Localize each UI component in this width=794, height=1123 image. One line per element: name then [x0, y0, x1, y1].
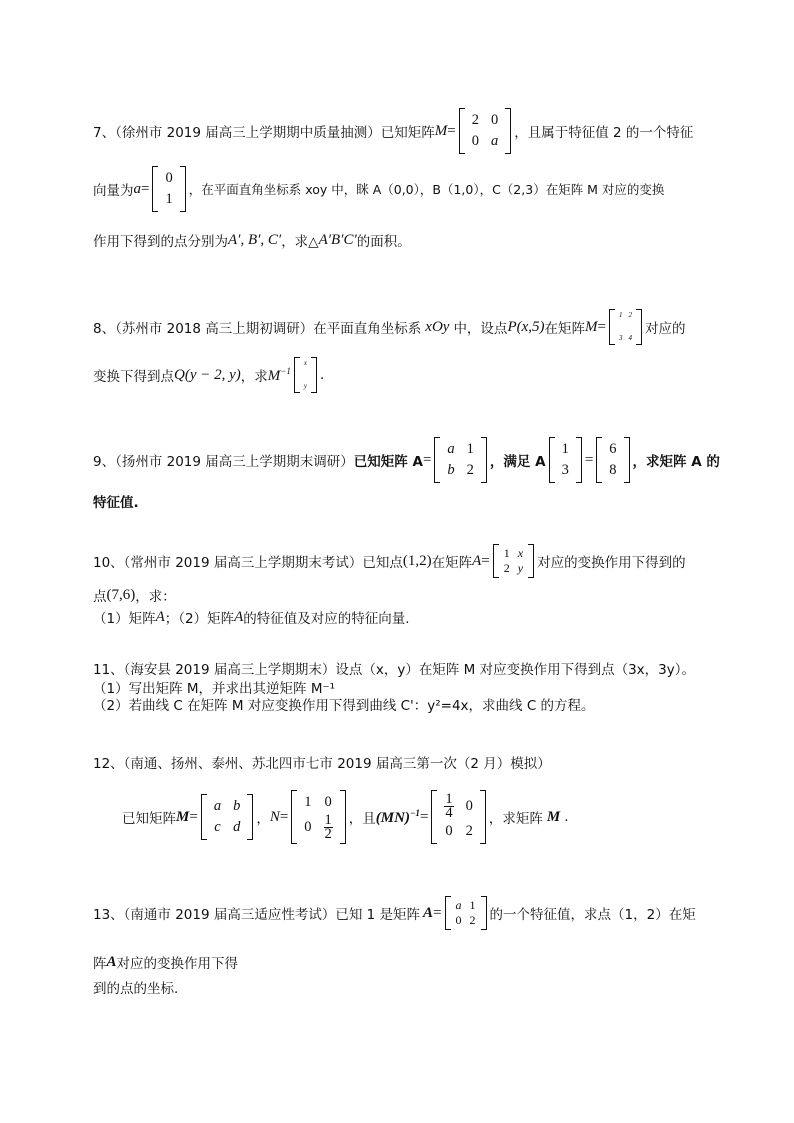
p8-text-b: 中，设点 [453, 321, 508, 337]
p8-minv-base: M [267, 367, 281, 384]
p12-text-c: ， [256, 811, 270, 827]
p12-mn [376, 808, 420, 827]
p10-m22: y [517, 561, 524, 575]
p12-mn-base: (MN) [375, 809, 410, 826]
p9-text-c: ，满足 A [489, 454, 546, 470]
p13-m22: 2 [469, 913, 476, 927]
p9-v12: 3 [561, 462, 569, 478]
p10-m11: 1 [503, 546, 510, 560]
p12-n22 [318, 813, 339, 842]
p13-m12: 1 [469, 898, 476, 912]
p7-line1 [93, 108, 693, 154]
p13-a-label: A [423, 904, 434, 921]
p13-text-b: 的一个特征值，求点（1，2）在矩 [489, 907, 696, 923]
p12-matrix-m [201, 794, 254, 840]
p9-vector1 [549, 437, 582, 483]
p12-quarter [444, 793, 453, 820]
p12-k12: 0 [465, 798, 473, 814]
p12-half-den: 2 [324, 826, 332, 842]
p8-text-d: 对应的 [644, 321, 686, 337]
p8-minv [268, 366, 291, 385]
p13-text-c: 阵 [93, 956, 107, 972]
p12-text-a: 12、（南通、扬州、泰州、苏北四市七市 2019 届高三第一次（2 月）模拟） [93, 756, 551, 772]
p10-text-f: （1）矩阵 [93, 611, 156, 627]
p10-point2: (7,6) [106, 586, 136, 603]
p13-text-e: 到的点的坐标. [93, 981, 179, 997]
p11-text-c: （2）若曲线 C 在矩阵 M 对应变换作用下得到曲线 C'：y²=4x，求曲线 C 的方程。 [93, 698, 595, 714]
p12-eq: = [189, 808, 198, 825]
p8-text-a: 8、（苏州市 2018 高三上期初调研）在平面直角坐标系 [93, 321, 422, 337]
p7-triangle: A′B′C′ [318, 231, 357, 248]
p12-quarter-num: 1 [445, 791, 453, 807]
p9-text-b: 已知矩阵 A [353, 454, 423, 470]
p12-k22: 2 [465, 823, 473, 839]
p10-a3: A [234, 608, 244, 625]
p10-text-h: 的特征值及对应的特征向量. [243, 611, 410, 627]
p8-v2: y [303, 382, 307, 390]
p12-eq2: = [279, 808, 289, 825]
p7-vector [152, 166, 185, 212]
p10-m12: x [517, 546, 524, 560]
p12-m2: M [546, 808, 561, 825]
p8-line1 [93, 309, 685, 345]
p10-eq: = [481, 552, 490, 569]
p10-line3 [93, 607, 410, 627]
p9-v21: 6 [609, 441, 617, 457]
p12-m12: b [233, 798, 241, 814]
p10-line1 [93, 544, 686, 578]
p8-line2 [93, 357, 324, 393]
p7-text-c: 向量为 [93, 183, 134, 199]
p10-text-a: 10、（常州市 2019 届高三上学期期末考试）已知点 [93, 555, 403, 571]
p11-line3 [93, 694, 595, 714]
p8-matrix-label: M [585, 318, 598, 335]
p12-half-num: 1 [324, 812, 332, 828]
p7-vec-label: a [133, 180, 141, 197]
p7-text-e: 作用下得到的点分别为 [93, 234, 228, 250]
p7-matrix-label: M [434, 122, 448, 139]
p9-matrix [434, 437, 487, 483]
p10-line2 [93, 585, 176, 605]
p9-m11: a [447, 441, 455, 457]
p12-k11 [438, 792, 459, 821]
p8-eq: = [597, 318, 606, 335]
p10-text-c: 对应的变换作用下得到的 [537, 555, 686, 571]
p9-text-a: 9、（扬州市 2019 届高三上学期期末调研） [93, 454, 354, 470]
p7-v1: 0 [165, 170, 173, 186]
p10-text-b: 在矩阵 [431, 555, 473, 571]
p12-n-label: N [269, 808, 280, 825]
p8-m12: 2 [628, 311, 632, 319]
p7-eq: = [447, 122, 456, 139]
p10-point1: (1,2) [402, 552, 432, 569]
p8-point-p: P(x,5) [507, 318, 545, 335]
p7-m21: 0 [471, 133, 479, 149]
p10-matrix [493, 544, 534, 578]
p12-m11: a [213, 798, 222, 814]
p8-text-g: . [319, 367, 325, 383]
p12-line1 [93, 752, 551, 772]
p12-m21: c [214, 819, 221, 835]
p7-v2: 1 [165, 191, 173, 207]
p7-m22: a [491, 133, 499, 149]
p13-text-d: 对应的变换作用下得 [116, 956, 239, 972]
p9-m21: b [447, 462, 455, 478]
p8-v1: x [303, 359, 307, 367]
p7-text-d: ，在平面直角坐标系 xoy 中，眯 A（0,0），B（1,0），C（2,3）在矩阵 M 对应的变换 [188, 182, 665, 197]
p13-line3 [93, 977, 178, 997]
p12-matrix-k [431, 790, 486, 844]
p8-point-q: Q(y − 2, y) [174, 366, 241, 383]
p12-matrix-n [291, 790, 346, 844]
p8-vector [294, 357, 317, 393]
p10-text-d: 点 [93, 589, 107, 605]
p12-k21: 0 [445, 823, 453, 839]
p10-a2: A [155, 608, 165, 625]
p12-text-d: ，且 [348, 811, 376, 827]
p7-text-b: ，且属于特征值 2 的一个特征 [514, 125, 694, 141]
p12-line2 [122, 790, 569, 844]
p12-mn-sup: −1 [409, 807, 420, 818]
p10-text-e: ，求： [135, 589, 176, 605]
p10-matrix-label: A [472, 552, 482, 569]
p12-m22: d [233, 819, 241, 835]
p7-text-f: ，求△ [281, 234, 319, 250]
p9-v22: 8 [609, 462, 617, 478]
p12-n12: 0 [324, 794, 332, 810]
p12-text-b: 已知矩阵 [122, 811, 176, 827]
p7-m11: 2 [471, 112, 479, 128]
p7-line3 [93, 230, 411, 250]
p12-n21: 0 [304, 819, 312, 835]
p11-line1 [93, 658, 695, 678]
p8-m11: 1 [618, 311, 623, 319]
p8-xoy: xOy [425, 318, 450, 335]
p11-text-b: （1）写出矩阵 M，并求出其逆矩阵 M⁻¹ [93, 681, 336, 697]
p7-matrix [459, 108, 512, 154]
p9-vector2 [596, 437, 629, 483]
p7-text-a: 7、（徐州市 2019 届高三上学期期中质量抽测）已知矩阵 [93, 125, 435, 141]
p8-text-f: ，求 [240, 369, 268, 385]
p12-half [324, 814, 333, 841]
p9-v11: 1 [561, 441, 569, 457]
p13-m11: a [455, 898, 462, 912]
p7-eq2: = [141, 180, 150, 197]
p12-eq3: = [419, 808, 429, 825]
p7-line2 [93, 166, 664, 212]
p12-text-e: ，求矩阵 [488, 811, 543, 827]
p12-n11: 1 [304, 794, 312, 810]
p8-matrix [609, 309, 642, 345]
p7-text-g: 的面积。 [356, 234, 411, 250]
p9-line1 [93, 437, 720, 483]
p12-quarter-den: 4 [445, 805, 453, 821]
p9-line2 [93, 491, 139, 511]
p10-m21: 2 [503, 561, 510, 575]
p13-matrix [445, 896, 487, 930]
p12-text-f: . [564, 809, 569, 825]
p8-text-c: 在矩阵 [544, 321, 585, 337]
p11-text-a: 11、（海安县 2019 届高三上学期期末）设点（x，y）在矩阵 M 对应变换作用下得到点（3x，3y）。 [93, 662, 695, 678]
p13-eq: = [433, 904, 442, 921]
p8-m21: 3 [618, 334, 623, 342]
p9-m22: 2 [466, 462, 474, 478]
p9-eq2: = [584, 451, 594, 468]
p9-m12: 1 [466, 441, 474, 457]
p9-text-d: ，求矩阵 A 的 [632, 454, 720, 470]
p13-m21: 0 [455, 913, 462, 927]
p13-a2: A [106, 953, 117, 970]
p8-text-e: 变换下得到点 [93, 369, 174, 385]
p8-m22: 4 [628, 334, 632, 342]
p13-line1 [93, 896, 696, 930]
p7-m12: 0 [491, 112, 499, 128]
p8-minv-sup: −1 [280, 365, 291, 376]
p10-text-g: ；（2）矩阵 [164, 611, 235, 627]
p13-text-a: 13、（南通市 2019 届高三适应性考试）已知 1 是矩阵 [93, 907, 421, 923]
p13-line2 [93, 952, 238, 972]
p7-points: A′, B′, C′ [228, 231, 282, 248]
p12-m-label: M [176, 808, 190, 825]
p9-eq: = [422, 451, 432, 468]
p9-text-e: 特征值. [93, 495, 139, 511]
